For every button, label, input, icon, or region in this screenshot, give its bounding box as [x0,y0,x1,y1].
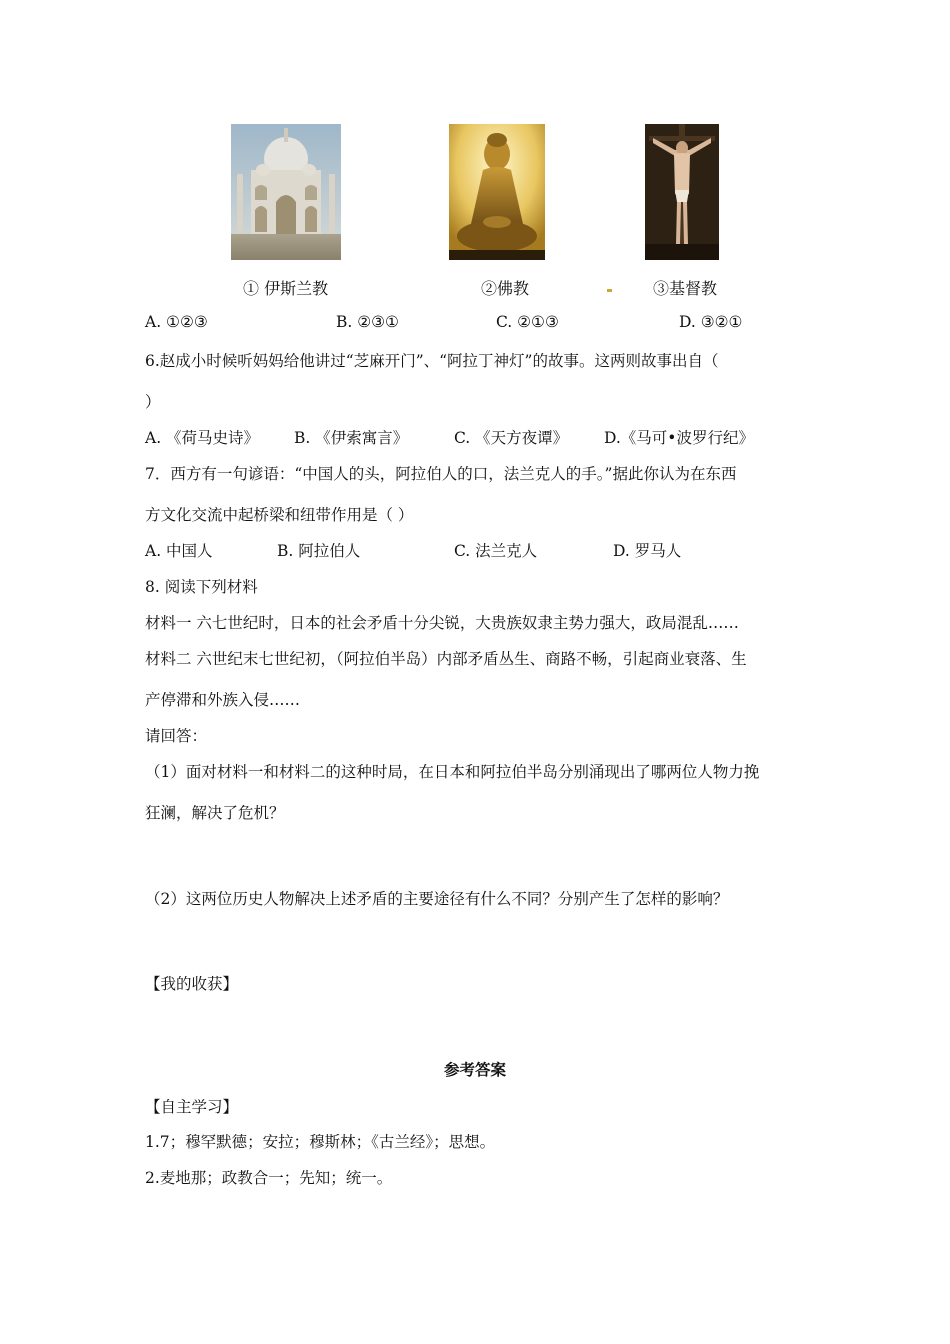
crucifixion-image [645,124,719,260]
q8-question-1-line1: （1）面对材料一和材料二的这种时局，在日本和阿拉伯半岛分别涌现出了哪两位人物力挽 [145,763,760,781]
q5-option-b: B. ②③① [336,313,399,331]
decorative-dot [607,289,612,292]
q6-option-c: C. 《天方夜谭》 [454,429,569,447]
taj-mahal-image [231,124,341,260]
q8-question-1-line2: 狂澜，解决了危机？ [145,804,285,822]
q5-option-c: C. ②①③ [496,313,559,331]
q7-stem-line1: 7．西方有一句谚语：“中国人的头，阿拉伯人的口，法兰克人的手。”据此你认为在东西 [145,465,737,483]
q6-stem-line2: ） [145,393,161,411]
q7-option-b: B. 阿拉伯人 [277,542,361,560]
figure-caption-islam: ① 伊斯兰教 [243,279,329,298]
q6-option-a: A. 《荷马史诗》 [145,429,260,447]
figure-caption-buddhism: ②佛教 [481,279,530,298]
answer-line-2: 2.麦地那；政教合一；先知；统一。 [145,1169,393,1187]
q5-option-d: D. ③②① [679,313,743,331]
q7-option-d: D. 罗马人 [613,542,682,560]
q8-answer-prompt: 请回答： [145,727,208,745]
q6-option-b: B. 《伊索寓言》 [294,429,409,447]
q7-stem-line2: 方文化交流中起桥梁和纽带作用是（ ） [145,506,414,524]
answer-line-1: 1.7；穆罕默德；安拉；穆斯林；《古兰经》；思想。 [145,1133,496,1151]
q7-option-c: C. 法兰克人 [454,542,538,560]
q8-material-2-line2: 产停滞和外族入侵…… [145,691,301,709]
buddha-statue-image [449,124,545,260]
q8-title: 8. 阅读下列材料 [145,578,258,596]
q8-question-2: （2）这两位历史人物解决上述矛盾的主要途径有什么不同？分别产生了怎样的影响？ [145,890,729,908]
harvest-heading: 【我的收获】 [145,975,239,993]
q5-option-a: A. ①②③ [145,313,208,331]
answers-section-heading: 【自主学习】 [145,1098,239,1116]
q7-option-a: A. 中国人 [145,542,213,560]
q6-option-d: D.《马可•波罗行纪》 [604,429,754,447]
q6-stem-line1: 6.赵成小时候听妈妈给他讲过“芝麻开门”、“阿拉丁神灯”的故事。这两则故事出自（ [145,352,719,370]
q8-material-2-line1: 材料二 六世纪末七世纪初，（阿拉伯半岛）内部矛盾丛生、商路不畅，引起商业衰落、生 [145,650,747,668]
figure-caption-christianity: ③基督教 [653,279,718,298]
answers-title: 参考答案 [443,1060,506,1079]
q8-material-1: 材料一 六七世纪时，日本的社会矛盾十分尖锐，大贵族奴隶主势力强大，政局混乱…… [145,614,739,632]
